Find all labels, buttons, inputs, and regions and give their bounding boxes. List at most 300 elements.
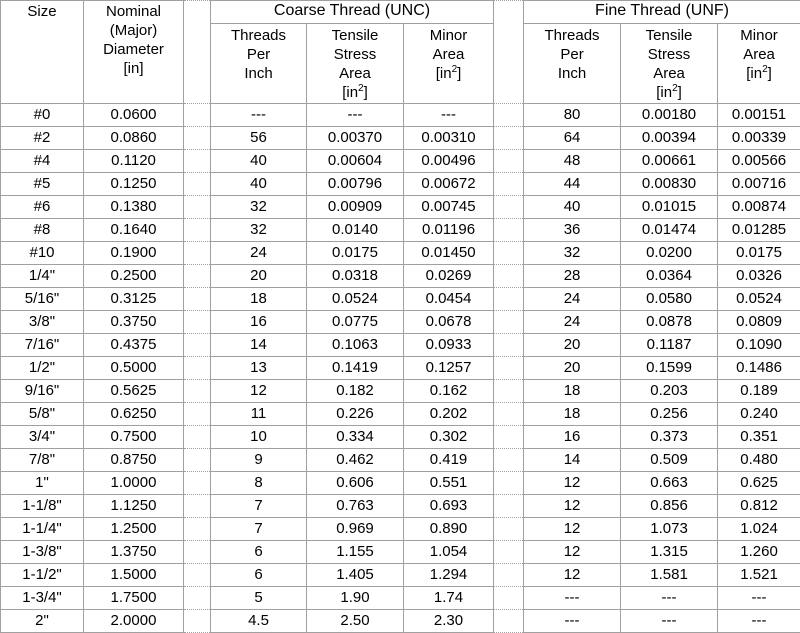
cell-unf-tpi: 12 (524, 495, 621, 518)
header-tpi-line: Per (211, 45, 306, 64)
cell-diameter: 0.2500 (84, 265, 184, 288)
cell-unc-tensile: 0.0318 (307, 265, 404, 288)
cell-unc-minor: 0.551 (404, 472, 494, 495)
cell-size: 2" (1, 610, 84, 633)
cell-unc-tpi: 7 (211, 495, 307, 518)
cell-size: 9/16" (1, 380, 84, 403)
cell-diameter: 0.8750 (84, 449, 184, 472)
spacer-cell (184, 472, 211, 495)
spacer-cell (494, 127, 524, 150)
cell-unc-tpi: 6 (211, 541, 307, 564)
cell-diameter: 1.0000 (84, 472, 184, 495)
table-row (1, 610, 800, 633)
cell-diameter: 0.7500 (84, 426, 184, 449)
spacer-cell (494, 334, 524, 357)
cell-unf-tpi: 20 (524, 357, 621, 380)
unit-text: [in (436, 65, 452, 82)
spacer-cell (184, 495, 211, 518)
unit-superscript: 2 (672, 83, 678, 94)
cell-unf-tpi: 14 (524, 449, 621, 472)
table-row (1, 495, 800, 518)
cell-unf-minor: 1.024 (718, 518, 800, 541)
cell-size: #2 (1, 127, 84, 150)
cell-unc-tensile: 1.155 (307, 541, 404, 564)
spacer-cell (184, 265, 211, 288)
cell-diameter: 0.5000 (84, 357, 184, 380)
cell-unc-minor: 1.054 (404, 541, 494, 564)
header-tensile-line: Tensile (307, 26, 403, 45)
table-row (1, 449, 800, 472)
spacer-cell (494, 219, 524, 242)
cell-unc-minor: 0.0269 (404, 265, 494, 288)
table-row (1, 380, 800, 403)
cell-unf-tpi: 32 (524, 242, 621, 265)
table-row (1, 219, 800, 242)
cell-unf-tensile: 0.01015 (621, 196, 718, 219)
cell-size: #4 (1, 150, 84, 173)
spacer-cell (494, 242, 524, 265)
cell-unc-minor: 1.74 (404, 587, 494, 610)
table-row (1, 564, 800, 587)
header-tpi-line: Per (524, 45, 620, 64)
spacer-cell (184, 357, 211, 380)
cell-unc-tensile: 0.1063 (307, 334, 404, 357)
cell-unc-minor: 2.30 (404, 610, 494, 633)
cell-unc-tpi: 32 (211, 196, 307, 219)
cell-size: 1/2" (1, 357, 84, 380)
cell-unf-tensile: 0.0580 (621, 288, 718, 311)
header-minor-line: Minor (404, 26, 493, 45)
spacer-cell (494, 472, 524, 495)
cell-unc-minor: 0.00310 (404, 127, 494, 150)
cell-unf-tensile: --- (621, 610, 718, 633)
cell-unf-tpi: 80 (524, 104, 621, 127)
cell-unc-minor: 0.01450 (404, 242, 494, 265)
header-diameter-line: Nominal (84, 2, 183, 21)
spacer-cell (184, 311, 211, 334)
cell-unf-tpi: 36 (524, 219, 621, 242)
cell-unf-tensile: --- (621, 587, 718, 610)
cell-unc-tpi: 7 (211, 518, 307, 541)
cell-diameter: 0.1250 (84, 173, 184, 196)
cell-unc-tpi: 14 (211, 334, 307, 357)
cell-unf-minor: 0.00339 (718, 127, 800, 150)
cell-unf-tensile: 0.00661 (621, 150, 718, 173)
unit-bracket: ] (457, 65, 461, 82)
table-row (1, 242, 800, 265)
unit-text: [in (656, 84, 672, 101)
cell-size: 1-3/8" (1, 541, 84, 564)
coarse-thread-title-text: Coarse Thread (UNC) (274, 2, 430, 19)
header-unc-minor (404, 24, 494, 104)
cell-unf-minor: 0.189 (718, 380, 800, 403)
spacer-cell (184, 150, 211, 173)
spacer-cell (494, 426, 524, 449)
spacer-cell (184, 426, 211, 449)
spacer-cell (494, 587, 524, 610)
cell-unf-tensile: 0.509 (621, 449, 718, 472)
spacer-cell (494, 357, 524, 380)
cell-size: 1-1/4" (1, 518, 84, 541)
cell-size: 1-1/8" (1, 495, 84, 518)
header-row-1 (1, 1, 800, 24)
table-row (1, 334, 800, 357)
header-minor-unit (718, 64, 800, 83)
cell-unf-tpi: 12 (524, 564, 621, 587)
spacer-cell (184, 288, 211, 311)
cell-diameter: 0.0600 (84, 104, 184, 127)
table-row (1, 288, 800, 311)
cell-unc-tpi: 40 (211, 150, 307, 173)
cell-unf-tensile: 0.663 (621, 472, 718, 495)
cell-unc-minor: 0.0454 (404, 288, 494, 311)
cell-unc-minor: 1.294 (404, 564, 494, 587)
cell-unc-tensile: 0.462 (307, 449, 404, 472)
cell-size: 5/16" (1, 288, 84, 311)
cell-unc-minor: 0.202 (404, 403, 494, 426)
cell-unf-tensile: 0.00394 (621, 127, 718, 150)
cell-unf-tpi: 18 (524, 403, 621, 426)
cell-unf-minor: 0.0809 (718, 311, 800, 334)
header-tensile-line: Tensile (621, 26, 717, 45)
spacer-cell (184, 610, 211, 633)
cell-unc-tpi: 9 (211, 449, 307, 472)
spacer-cell (494, 288, 524, 311)
spacer-cell (184, 127, 211, 150)
cell-diameter: 1.7500 (84, 587, 184, 610)
cell-unf-tpi: 12 (524, 472, 621, 495)
cell-size: 3/8" (1, 311, 84, 334)
cell-diameter: 2.0000 (84, 610, 184, 633)
cell-unc-minor: 0.890 (404, 518, 494, 541)
cell-unc-tpi: 40 (211, 173, 307, 196)
cell-unc-minor: 0.693 (404, 495, 494, 518)
spacer-cell (494, 196, 524, 219)
cell-unc-minor: --- (404, 104, 494, 127)
cell-unc-tpi: --- (211, 104, 307, 127)
cell-unc-tpi: 32 (211, 219, 307, 242)
cell-diameter: 1.1250 (84, 495, 184, 518)
cell-diameter: 0.3750 (84, 311, 184, 334)
header-unc-tensile (307, 24, 404, 104)
cell-diameter: 0.6250 (84, 403, 184, 426)
fine-thread-title-text: Fine Thread (UNF) (595, 2, 729, 19)
unit-bracket: ] (678, 84, 682, 101)
header-size (1, 1, 84, 104)
cell-unf-tpi: 24 (524, 288, 621, 311)
cell-unc-minor: 0.0678 (404, 311, 494, 334)
cell-size: 7/8" (1, 449, 84, 472)
cell-unf-tpi: 16 (524, 426, 621, 449)
cell-unc-tensile: 0.182 (307, 380, 404, 403)
header-diameter-line: Diameter (84, 40, 183, 59)
spacer-cell (184, 518, 211, 541)
header-minor-line: Area (404, 45, 493, 64)
cell-unc-tensile: 0.969 (307, 518, 404, 541)
table-row (1, 518, 800, 541)
cell-unc-minor: 0.00496 (404, 150, 494, 173)
unit-superscript: 2 (358, 83, 364, 94)
cell-unc-minor: 0.00745 (404, 196, 494, 219)
spacer-cell (184, 173, 211, 196)
cell-unc-tensile: 0.226 (307, 403, 404, 426)
cell-diameter: 0.0860 (84, 127, 184, 150)
cell-unc-tpi: 20 (211, 265, 307, 288)
cell-unf-tpi: 24 (524, 311, 621, 334)
spacer-cell (184, 219, 211, 242)
cell-unf-tensile: 1.581 (621, 564, 718, 587)
cell-unf-minor: 0.0175 (718, 242, 800, 265)
cell-unc-tensile: 1.405 (307, 564, 404, 587)
table-row (1, 541, 800, 564)
header-tensile-line: Stress (621, 45, 717, 64)
cell-unf-tensile: 0.00830 (621, 173, 718, 196)
table-row (1, 311, 800, 334)
header-tpi-line: Threads (211, 26, 306, 45)
spacer-cell (184, 380, 211, 403)
table-row (1, 104, 800, 127)
table-row (1, 265, 800, 288)
cell-unf-tensile: 0.0200 (621, 242, 718, 265)
cell-unf-minor: 0.240 (718, 403, 800, 426)
header-diameter-line: (Major) (84, 21, 183, 40)
cell-unc-minor: 0.1257 (404, 357, 494, 380)
cell-unf-tpi: 28 (524, 265, 621, 288)
cell-unf-minor: 0.00151 (718, 104, 800, 127)
header-unf-tpi (524, 24, 621, 104)
cell-size: 1-1/2" (1, 564, 84, 587)
cell-unf-minor: 0.480 (718, 449, 800, 472)
cell-unf-tpi: 64 (524, 127, 621, 150)
cell-unf-tpi: 44 (524, 173, 621, 196)
cell-unf-tensile: 1.315 (621, 541, 718, 564)
unit-bracket: ] (768, 65, 772, 82)
header-tensile-unit (307, 83, 403, 102)
coarse-thread-title (211, 1, 494, 24)
cell-diameter: 1.5000 (84, 564, 184, 587)
header-diameter (84, 1, 184, 104)
cell-unc-tensile: 0.0524 (307, 288, 404, 311)
table-row (1, 173, 800, 196)
spacer-cell (184, 564, 211, 587)
spacer-cell (184, 196, 211, 219)
cell-unc-tensile: 0.1419 (307, 357, 404, 380)
unit-text: [in (746, 65, 762, 82)
cell-unc-minor: 0.302 (404, 426, 494, 449)
header-tensile-unit (621, 83, 717, 102)
spacer-cell (494, 610, 524, 633)
cell-unc-tensile: 0.0175 (307, 242, 404, 265)
cell-unf-tpi: 12 (524, 518, 621, 541)
spacer-cell (184, 541, 211, 564)
cell-unc-tensile: 0.763 (307, 495, 404, 518)
cell-unf-minor: 0.0524 (718, 288, 800, 311)
cell-unc-tensile: 0.00909 (307, 196, 404, 219)
cell-unf-tensile: 0.203 (621, 380, 718, 403)
unit-superscript: 2 (762, 64, 768, 75)
cell-size: 5/8" (1, 403, 84, 426)
cell-unf-tpi: 20 (524, 334, 621, 357)
cell-unf-tensile: 0.373 (621, 426, 718, 449)
unit-text: [in (342, 84, 358, 101)
cell-size: #8 (1, 219, 84, 242)
cell-unf-minor: 0.1090 (718, 334, 800, 357)
cell-size: #5 (1, 173, 84, 196)
cell-unc-minor: 0.0933 (404, 334, 494, 357)
cell-unc-tensile: 0.0775 (307, 311, 404, 334)
cell-unf-minor: 0.0326 (718, 265, 800, 288)
table-row (1, 150, 800, 173)
table-row (1, 127, 800, 150)
cell-unf-tensile: 0.0364 (621, 265, 718, 288)
header-minor-unit (404, 64, 493, 83)
cell-diameter: 0.1380 (84, 196, 184, 219)
header-tpi-line: Inch (524, 64, 620, 83)
spacer-cell (184, 104, 211, 127)
cell-diameter: 1.2500 (84, 518, 184, 541)
unit-superscript: 2 (452, 64, 458, 75)
cell-unf-minor: 0.00874 (718, 196, 800, 219)
spacer-cell (494, 495, 524, 518)
spacer-cell (184, 403, 211, 426)
cell-unf-tensile: 1.073 (621, 518, 718, 541)
table-row (1, 472, 800, 495)
cell-diameter: 0.4375 (84, 334, 184, 357)
cell-diameter: 0.1120 (84, 150, 184, 173)
cell-unc-tpi: 12 (211, 380, 307, 403)
cell-unf-minor: --- (718, 587, 800, 610)
cell-size: #10 (1, 242, 84, 265)
cell-unc-minor: 0.01196 (404, 219, 494, 242)
cell-unc-tensile: 0.606 (307, 472, 404, 495)
spacer-cell (494, 173, 524, 196)
cell-unc-tpi: 8 (211, 472, 307, 495)
cell-unf-minor: --- (718, 610, 800, 633)
unit-bracket: ] (364, 84, 368, 101)
cell-unc-tpi: 6 (211, 564, 307, 587)
cell-unf-tpi: 12 (524, 541, 621, 564)
cell-unc-tensile: 0.00604 (307, 150, 404, 173)
cell-unf-minor: 0.812 (718, 495, 800, 518)
cell-unc-tensile: 0.00370 (307, 127, 404, 150)
cell-size: #0 (1, 104, 84, 127)
table-row (1, 196, 800, 219)
cell-unf-tensile: 0.01474 (621, 219, 718, 242)
cell-unf-tensile: 0.1187 (621, 334, 718, 357)
cell-unc-tpi: 56 (211, 127, 307, 150)
header-tpi-line: Threads (524, 26, 620, 45)
cell-unf-minor: 0.1486 (718, 357, 800, 380)
cell-unc-minor: 0.419 (404, 449, 494, 472)
spacer-cell (494, 564, 524, 587)
header-tensile-line: Stress (307, 45, 403, 64)
spacer-cell (494, 150, 524, 173)
cell-unc-tpi: 5 (211, 587, 307, 610)
cell-diameter: 1.3750 (84, 541, 184, 564)
cell-unc-tpi: 10 (211, 426, 307, 449)
cell-unf-tensile: 0.856 (621, 495, 718, 518)
cell-unc-tpi: 11 (211, 403, 307, 426)
cell-unf-tpi: 40 (524, 196, 621, 219)
spacer-cell (184, 449, 211, 472)
header-diameter-line: [in] (84, 59, 183, 78)
cell-diameter: 0.1900 (84, 242, 184, 265)
cell-unc-tpi: 16 (211, 311, 307, 334)
cell-unf-tpi: 48 (524, 150, 621, 173)
spacer-cell (494, 311, 524, 334)
spacer-cell (494, 403, 524, 426)
header-minor-line: Minor (718, 26, 800, 45)
cell-diameter: 0.5625 (84, 380, 184, 403)
spacer-cell (494, 449, 524, 472)
spacer-cell (494, 265, 524, 288)
cell-unf-minor: 0.00716 (718, 173, 800, 196)
header-minor-line: Area (718, 45, 800, 64)
header-tpi-line: Inch (211, 64, 306, 83)
table-body (1, 1, 800, 633)
cell-unf-minor: 0.01285 (718, 219, 800, 242)
table-row (1, 403, 800, 426)
cell-unf-tpi: --- (524, 610, 621, 633)
cell-unc-tensile: 1.90 (307, 587, 404, 610)
spacer-cell (494, 104, 524, 127)
header-unf-minor (718, 24, 800, 104)
cell-unc-tpi: 24 (211, 242, 307, 265)
spacer-cell (184, 587, 211, 610)
header-tensile-line: Area (621, 64, 717, 83)
spacer-column (184, 1, 211, 104)
cell-unf-minor: 1.521 (718, 564, 800, 587)
header-unf-tensile (621, 24, 718, 104)
cell-unf-tensile: 0.0878 (621, 311, 718, 334)
cell-unf-minor: 1.260 (718, 541, 800, 564)
table-row (1, 426, 800, 449)
cell-size: 1/4" (1, 265, 84, 288)
cell-unc-tensile: 0.0140 (307, 219, 404, 242)
header-size-label: Size (27, 3, 56, 20)
cell-unc-tensile: 0.00796 (307, 173, 404, 196)
cell-unf-tensile: 0.00180 (621, 104, 718, 127)
spacer-cell (494, 380, 524, 403)
cell-unc-tensile: 0.334 (307, 426, 404, 449)
cell-unc-minor: 0.162 (404, 380, 494, 403)
table-row (1, 587, 800, 610)
fine-thread-title (524, 1, 800, 24)
header-unc-tpi (211, 24, 307, 104)
table-row (1, 357, 800, 380)
cell-unc-minor: 0.00672 (404, 173, 494, 196)
cell-unf-tensile: 0.1599 (621, 357, 718, 380)
cell-unc-tensile: --- (307, 104, 404, 127)
spacer-cell (494, 518, 524, 541)
cell-size: 3/4" (1, 426, 84, 449)
cell-size: 7/16" (1, 334, 84, 357)
cell-unf-minor: 0.351 (718, 426, 800, 449)
cell-size: 1" (1, 472, 84, 495)
spacer-cell (494, 541, 524, 564)
cell-unf-tpi: 18 (524, 380, 621, 403)
cell-diameter: 0.1640 (84, 219, 184, 242)
cell-unf-minor: 0.00566 (718, 150, 800, 173)
cell-unf-tensile: 0.256 (621, 403, 718, 426)
header-tensile-line: Area (307, 64, 403, 83)
cell-size: #6 (1, 196, 84, 219)
spacer-cell (184, 334, 211, 357)
cell-unc-tpi: 4.5 (211, 610, 307, 633)
spacer-column (494, 1, 524, 104)
cell-diameter: 0.3125 (84, 288, 184, 311)
cell-unc-tpi: 13 (211, 357, 307, 380)
